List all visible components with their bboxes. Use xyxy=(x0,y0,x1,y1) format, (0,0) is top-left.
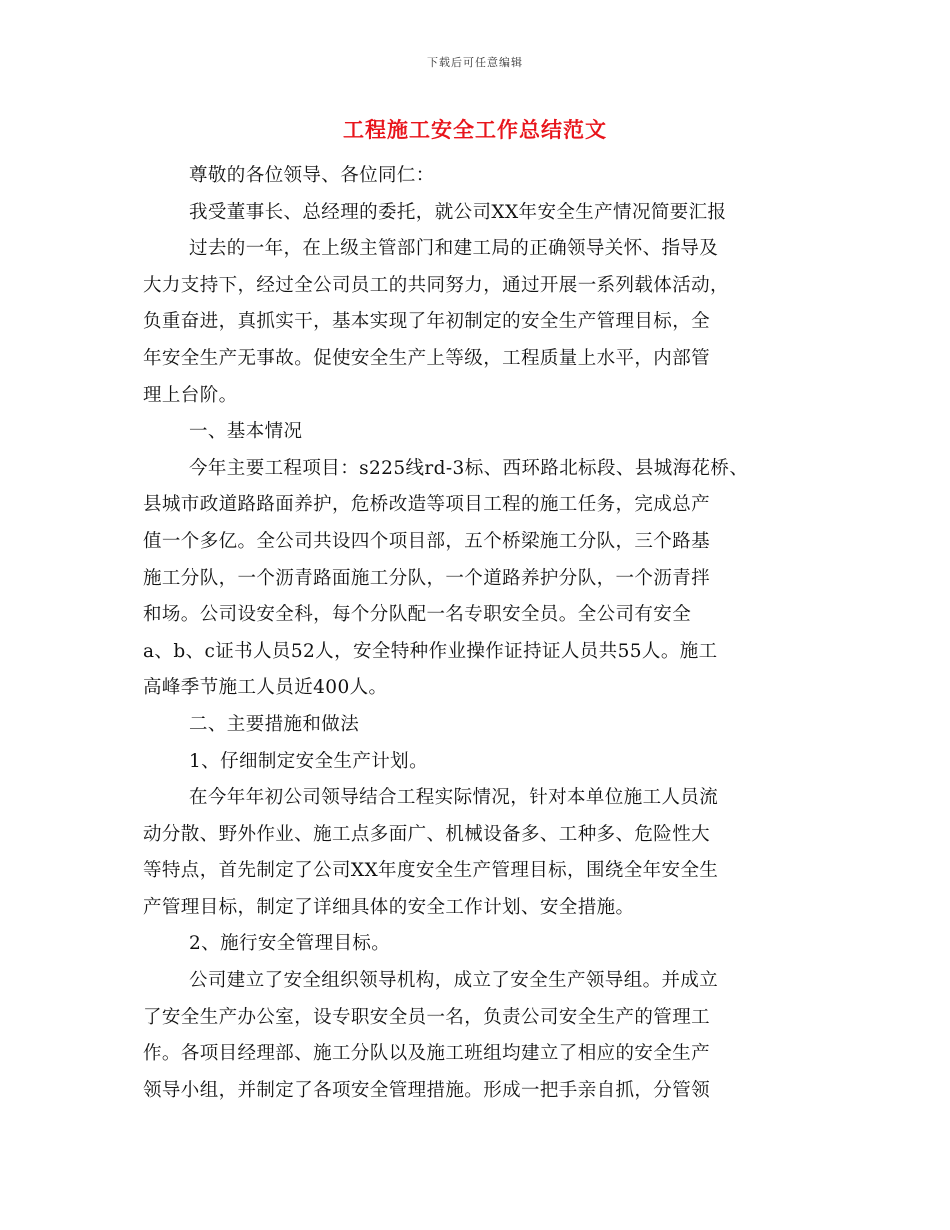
document-title: 工程施工安全工作总结范文 xyxy=(343,117,607,142)
paragraph-line: 领导小组，并制定了各项安全管理措施。形成一把手亲自抓，分管领 xyxy=(143,1079,711,1101)
paragraph-line: 高峰季节施工人员近400人。 xyxy=(143,677,388,699)
subsection-heading: 1、仔细制定安全生产计划。 xyxy=(189,750,428,772)
paragraph-line: 和场。公司设安全科，每个分队配一名专职安全员。全公司有安全 xyxy=(143,604,692,626)
paragraph-line: 理上台阶。 xyxy=(143,384,238,406)
paragraph-line: 在今年年初公司领导结合工程实际情况，针对本单位施工人员流 xyxy=(189,787,719,809)
paragraph-line: 年安全生产无事故。促使安全生产上等级，工程质量上水平，内部管 xyxy=(143,347,711,369)
page-header-note: 下载后可任意编辑 xyxy=(427,56,523,69)
paragraph-line: 今年主要工程项目：s225线rd-3标、西环路北标段、县城海花桥、 xyxy=(189,457,749,479)
paragraph-line: 产管理目标，制定了详细具体的安全工作计划、安全措施。 xyxy=(143,896,635,918)
paragraph-line: 作。各项目经理部、施工分队以及施工班组均建立了相应的安全生产 xyxy=(143,1043,711,1065)
paragraph-line: 大力支持下，经过全公司员工的共同努力，通过开展一系列载体活动， xyxy=(143,274,729,296)
paragraph-line: 过去的一年，在上级主管部门和建工局的正确领导关怀、指导及 xyxy=(189,238,719,260)
paragraph-line: 负重奋进，真抓实干，基本实现了年初制定的安全生产管理目标，全 xyxy=(143,311,711,333)
paragraph-line: 动分散、野外作业、施工点多面广、机械设备多、工种多、危险性大 xyxy=(143,823,711,845)
section-heading: 一、基本情况 xyxy=(189,421,303,443)
paragraph-line: 我受董事长、总经理的委托，就公司XX年安全生产情况简要汇报 xyxy=(189,201,727,223)
paragraph-line: a、b、c证书人员52人，安全特种作业操作证持证人员共55人。施工 xyxy=(143,640,718,662)
paragraph-line: 公司建立了安全组织领导机构，成立了安全生产领导组。并成立 xyxy=(189,970,719,992)
paragraph-line: 了安全生产办公室，设专职安全员一名，负责公司安全生产的管理工 xyxy=(143,1006,711,1028)
paragraph-line: 值一个多亿。全公司共设四个项目部，五个桥梁施工分队，三个路基 xyxy=(143,530,711,552)
paragraph-line: 施工分队，一个沥青路面施工分队，一个道路养护分队，一个沥青拌 xyxy=(143,567,711,589)
paragraph-line: 县城市政道路路面养护，危桥改造等项目工程的施工任务，完成总产 xyxy=(143,494,711,516)
document-body xyxy=(143,158,823,1109)
subsection-heading: 2、施行安全管理目标。 xyxy=(189,933,391,955)
paragraph-line: 尊敬的各位领导、各位同仁： xyxy=(189,165,435,186)
section-heading: 二、主要措施和做法 xyxy=(189,713,360,735)
paragraph-line: 等特点，首先制定了公司XX年度安全生产管理目标，围绕全年安全生 xyxy=(143,860,719,882)
